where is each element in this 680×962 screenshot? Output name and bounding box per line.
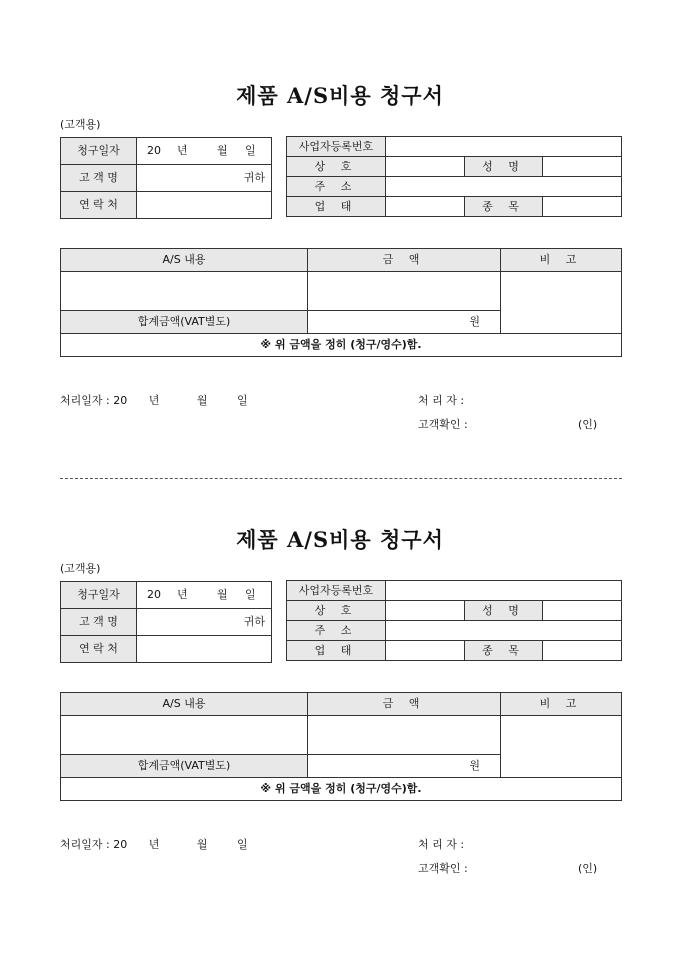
name-field[interactable] (543, 601, 622, 621)
contact-field[interactable] (137, 636, 272, 663)
amount-field[interactable] (308, 716, 501, 755)
company-label: 상 호 (287, 601, 386, 621)
process-date-label: 처리일자 : 20 (60, 838, 128, 851)
copy-label: (고객용) (60, 562, 101, 575)
request-date-label: 청구일자 (61, 582, 137, 609)
confirm-label: 고객확인 : (418, 418, 468, 431)
note-field[interactable] (501, 272, 622, 334)
date-year: 년 (177, 588, 188, 601)
business-type-field[interactable] (386, 197, 465, 217)
process-day: 일 (236, 394, 248, 407)
address-field[interactable] (386, 177, 622, 197)
col-content-header: A/S 내용 (61, 693, 308, 716)
business-info-table (286, 136, 622, 217)
processor-label: 처 리 자 : (418, 394, 465, 407)
biz-no-label: 사업자등록번호 (287, 581, 386, 601)
company-field[interactable] (386, 601, 465, 621)
notice-text: ※ 위 금액을 정히 (청구/영수)함. (61, 778, 622, 801)
won-unit: 원 (469, 759, 480, 772)
won-unit: 원 (469, 315, 480, 328)
item-label: 종 목 (464, 641, 543, 661)
processor-label: 처 리 자 : (418, 838, 465, 851)
col-amount-header: 금 액 (308, 249, 501, 272)
process-date-label: 처리일자 : 20 (60, 394, 128, 407)
name-field[interactable] (543, 157, 622, 177)
company-label: 상 호 (287, 157, 386, 177)
date-day: 일 (245, 144, 256, 157)
process-date (60, 836, 248, 852)
process-year: 년 (148, 394, 160, 407)
total-amount-field[interactable] (308, 311, 501, 334)
date-month: 월 (217, 144, 228, 157)
biz-no-field[interactable] (386, 137, 622, 157)
honorific: 귀하 (243, 615, 265, 628)
customer-name-field[interactable] (137, 609, 272, 636)
cost-table (60, 248, 622, 357)
business-type-field[interactable] (386, 641, 465, 661)
business-type-label: 업 태 (287, 197, 386, 217)
contact-label: 연 락 처 (61, 636, 137, 663)
item-field[interactable] (543, 197, 622, 217)
col-content-header: A/S 내용 (61, 249, 308, 272)
seal-mark: (인) (578, 862, 598, 875)
address-label: 주 소 (287, 621, 386, 641)
content-field[interactable] (61, 716, 308, 755)
col-note-header: 비 고 (501, 249, 622, 272)
name-label: 성 명 (464, 157, 543, 177)
date-century: 20 (147, 144, 161, 157)
contact-label: 연 락 처 (61, 192, 137, 219)
customer-name-label: 고 객 명 (61, 165, 137, 192)
amount-field[interactable] (308, 272, 501, 311)
process-month: 월 (196, 838, 208, 851)
name-label: 성 명 (464, 601, 543, 621)
address-label: 주 소 (287, 177, 386, 197)
process-year: 년 (148, 838, 160, 851)
request-date-label: 청구일자 (61, 138, 137, 165)
business-info-table (286, 580, 622, 661)
seal-mark: (인) (578, 418, 598, 431)
cost-table (60, 692, 622, 801)
invoice-form-2 (0, 444, 680, 884)
date-day: 일 (245, 588, 256, 601)
confirm-label: 고객확인 : (418, 862, 468, 875)
note-field[interactable] (501, 716, 622, 778)
form-title: 제품 A/S비용 청구서 (236, 83, 444, 108)
address-field[interactable] (386, 621, 622, 641)
item-label: 종 목 (464, 197, 543, 217)
date-month: 월 (217, 588, 228, 601)
content-field[interactable] (61, 272, 308, 311)
contact-field[interactable] (137, 192, 272, 219)
process-date (60, 392, 248, 408)
copy-label: (고객용) (60, 118, 101, 131)
biz-no-label: 사업자등록번호 (287, 137, 386, 157)
date-year: 년 (177, 144, 188, 157)
total-label: 합계금액(VAT별도) (61, 755, 308, 778)
item-field[interactable] (543, 641, 622, 661)
process-day: 일 (236, 838, 248, 851)
col-note-header: 비 고 (501, 693, 622, 716)
customer-info-table (60, 137, 272, 219)
invoice-form-1 (0, 0, 680, 440)
customer-info-table (60, 581, 272, 663)
col-amount-header: 금 액 (308, 693, 501, 716)
total-label: 합계금액(VAT별도) (61, 311, 308, 334)
company-field[interactable] (386, 157, 465, 177)
date-century: 20 (147, 588, 161, 601)
honorific: 귀하 (243, 171, 265, 184)
notice-text: ※ 위 금액을 정히 (청구/영수)함. (61, 334, 622, 357)
total-amount-field[interactable] (308, 755, 501, 778)
form-title: 제품 A/S비용 청구서 (236, 527, 444, 552)
process-month: 월 (196, 394, 208, 407)
biz-no-field[interactable] (386, 581, 622, 601)
customer-name-field[interactable] (137, 165, 272, 192)
request-date-field[interactable] (137, 582, 272, 609)
customer-name-label: 고 객 명 (61, 609, 137, 636)
business-type-label: 업 태 (287, 641, 386, 661)
request-date-field[interactable] (137, 138, 272, 165)
